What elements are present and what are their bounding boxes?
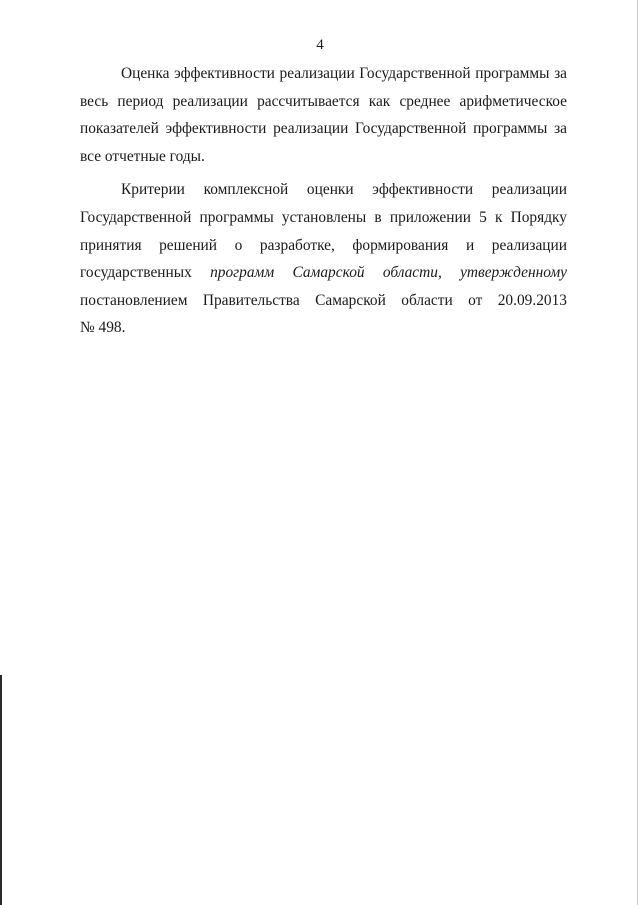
paragraph-2-line-4-plain: государственных — [80, 264, 192, 282]
paragraph-2 — [80, 176, 567, 342]
paragraph-1-line-3: показателей эффективности реализации Государственной программы за — [80, 120, 567, 138]
paragraph-1 — [80, 60, 567, 170]
paragraph-1-line-2: весь период реализации рассчитывается как среднее арифметическое — [80, 92, 567, 110]
paragraph-2-line-2: Государственной программы установлены в приложении 5 к Порядку — [80, 208, 567, 226]
page-number: 4 — [316, 37, 324, 53]
paragraph-2-line-5: постановлением Правительства Самарской области от 20.09.2013 — [80, 291, 567, 309]
paragraph-1-line-4: все отчетные годы. — [80, 147, 205, 165]
paragraph-2-line-4 — [80, 259, 567, 287]
paragraph-2-line-4-italic: программ Самарской области, утвержденному — [210, 264, 567, 282]
paragraph-2-line-1: Критерии комплексной оценки эффективности реализации — [121, 181, 567, 199]
scan-edge-right — [637, 0, 638, 905]
paragraph-1-line-1: Оценка эффективности реализации Государственной программы за — [121, 65, 567, 82]
document-body — [80, 60, 567, 342]
scan-edge-left — [0, 675, 2, 905]
paragraph-2-line-3: принятия решений о разработке, формирования и реализации — [80, 236, 567, 254]
paragraph-2-line-6: № 498. — [80, 319, 126, 337]
